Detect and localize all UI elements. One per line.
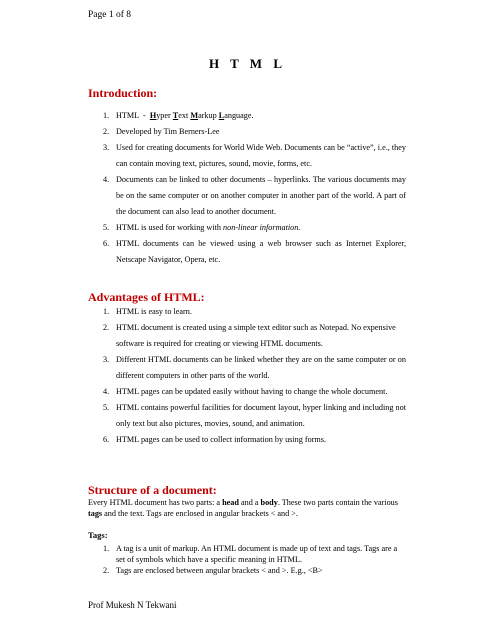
document-title: H T M L bbox=[208, 56, 286, 71]
list-item bbox=[103, 124, 406, 140]
item-number: 6. bbox=[103, 435, 110, 444]
list-item bbox=[103, 543, 408, 565]
page-number: Page 1 of 8 bbox=[88, 10, 132, 20]
structure-paragraph bbox=[88, 497, 408, 519]
item-text: HTML pages can be used to collect information by using forms. bbox=[116, 435, 327, 444]
item-text: Developed by Tim Berners-Lee bbox=[116, 127, 220, 136]
item-emphasis: non-linear information. bbox=[223, 223, 301, 232]
paragraph-emphasis: body bbox=[260, 498, 278, 507]
item-text: Documents can be linked to other documents – hyperlinks. The various documents may be on the same computer or on another computer in another part of the world. A part of the document can also lead to another document. bbox=[116, 175, 406, 216]
acronym-letter: L bbox=[218, 111, 225, 120]
list-item bbox=[103, 140, 406, 172]
list-item bbox=[103, 565, 408, 576]
list-item bbox=[103, 304, 406, 320]
list-item bbox=[103, 220, 406, 236]
item-number: 4. bbox=[103, 175, 110, 184]
item-text: ext bbox=[178, 111, 191, 120]
structure-heading: Structure of a document: bbox=[88, 483, 217, 497]
item-number: 1. bbox=[103, 544, 110, 553]
list-item bbox=[103, 108, 406, 124]
introduction-heading: Introduction: bbox=[88, 86, 158, 100]
paragraph-emphasis: head bbox=[222, 498, 239, 507]
paragraph-text: Every HTML document has two parts: a bbox=[88, 498, 223, 507]
acronym-letter: T bbox=[172, 111, 179, 120]
advantages-heading: Advantages of HTML: bbox=[88, 290, 205, 304]
item-number: 2. bbox=[103, 566, 110, 575]
advantages-list bbox=[103, 304, 406, 448]
paragraph-text: and the text. Tags are enclosed in angular brackets < and >. bbox=[102, 509, 298, 518]
item-text: Different HTML documents can be linked whether they are on the same computer or on different computers in other parts of the world. bbox=[116, 355, 406, 380]
list-item bbox=[103, 432, 406, 448]
item-number: 2. bbox=[103, 127, 110, 136]
item-text: arkup bbox=[198, 111, 219, 120]
item-text: HTML documents can be viewed using a web browser such as Internet Explorer, Netscape Navigator, Opera, etc. bbox=[116, 239, 406, 264]
item-text: anguage. bbox=[224, 111, 254, 120]
item-text: HTML - bbox=[116, 111, 150, 120]
item-number: 2. bbox=[103, 323, 110, 332]
paragraph-emphasis: tags bbox=[88, 509, 103, 518]
item-number: 5. bbox=[103, 223, 110, 232]
footer-author: Prof Mukesh N Tekwani bbox=[88, 600, 177, 610]
item-number: 1. bbox=[103, 307, 110, 316]
item-text: HTML is easy to learn. bbox=[116, 307, 192, 316]
acronym-letter: M bbox=[190, 111, 199, 120]
item-number: 6. bbox=[103, 239, 110, 248]
item-number: 3. bbox=[103, 143, 110, 152]
item-text: HTML document is created using a simple text editor such as Notepad. No expensive software is required for creating or viewing HTML documents. bbox=[116, 323, 396, 348]
item-text: A tag is a unit of markup. An HTML document is made up of text and tags. Tags are a set of symbols which have a specific meaning in HTML. bbox=[116, 544, 398, 564]
list-item bbox=[103, 352, 406, 384]
list-item bbox=[103, 172, 406, 220]
acronym-letter: H bbox=[149, 111, 157, 120]
item-text: Used for creating documents for World Wide Web. Documents can be “active”, i.e., they can contain moving text, pictures, sound, movie, forms, etc. bbox=[116, 143, 406, 168]
paragraph-text: and a bbox=[238, 498, 261, 507]
item-text: HTML contains powerful facilities for document layout, hyper linking and including not only text but also pictures, movies, sound, and animation. bbox=[116, 403, 406, 428]
list-item bbox=[103, 400, 406, 432]
item-text: HTML pages can be updated easily without having to change the whole document. bbox=[116, 387, 388, 396]
tags-list bbox=[103, 543, 408, 576]
paragraph-text: . These two parts contain the various bbox=[277, 498, 398, 507]
item-number: 1. bbox=[103, 111, 110, 120]
item-text: yper bbox=[156, 111, 173, 120]
list-item bbox=[103, 236, 406, 268]
item-text: Tags are enclosed between angular brackets < and >. E.g., <B> bbox=[116, 566, 323, 575]
item-number: 3. bbox=[103, 355, 110, 364]
item-text: HTML is used for working with bbox=[116, 223, 224, 232]
introduction-list bbox=[103, 108, 406, 268]
list-item bbox=[103, 320, 406, 352]
item-number: 5. bbox=[103, 403, 110, 412]
item-number: 4. bbox=[103, 387, 110, 396]
tags-heading: Tags: bbox=[88, 530, 108, 540]
list-item bbox=[103, 384, 406, 400]
